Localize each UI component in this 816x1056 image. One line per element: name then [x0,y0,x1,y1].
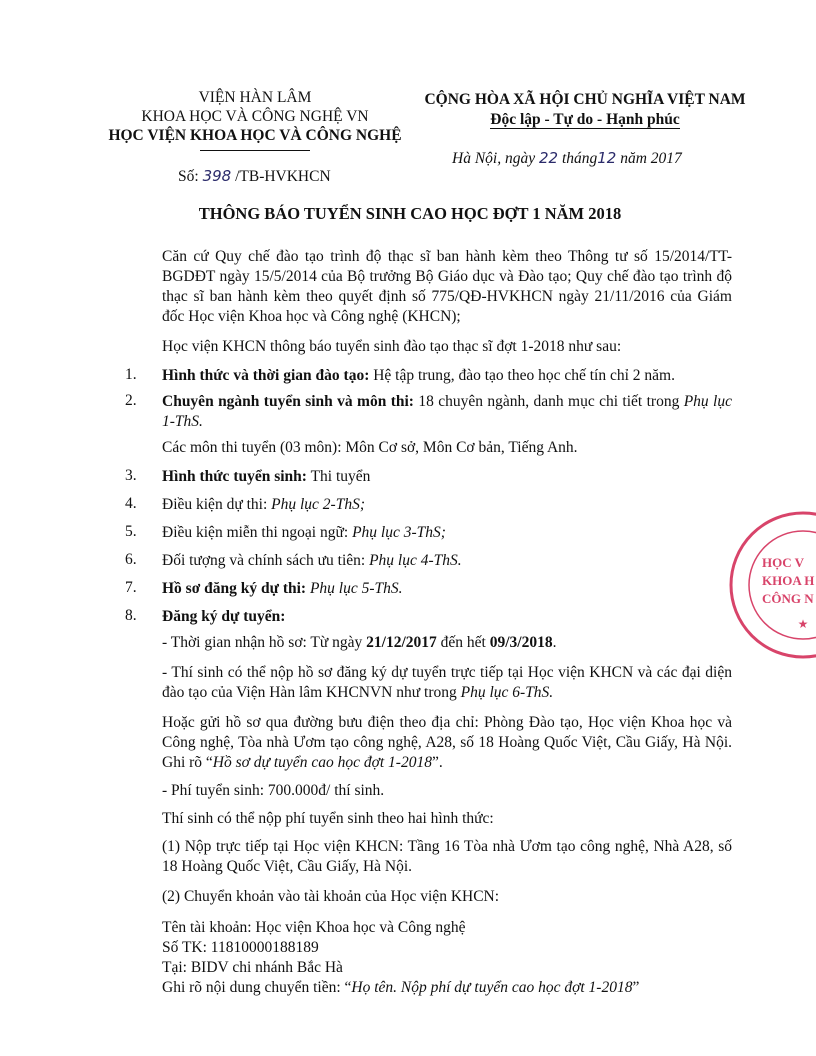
item-8-number: 8. [125,607,137,624]
item-1-number: 1. [125,366,137,383]
svg-text:★: ★ [797,617,809,631]
number-suffix: /TB-HVKHCN [235,168,331,185]
issuer-block [90,88,420,145]
date-month-label: tháng [561,150,598,167]
registration-direct: - Thí sinh có thể nộp hồ sơ đăng ký dự tuyển trực tiếp tại Học viện KHCN và các đại diện đào tạo của Viện Hàn lâm KHCNVN như trong Phụ lục 6-ThS. [162,664,732,701]
fee-method-1: (1) Nộp trực tiếp tại Học viện KHCN: Tầng 16 Tòa nhà Ươm tạo công nghệ, Nhà A28, số 18 Hoàng Quốc Việt, Cầu Giấy, Hà Nội. [162,838,732,875]
issuer-line-2: KHOA HỌC VÀ CÔNG NGHỆ VN [141,108,369,125]
item-2-exams: Các môn thi tuyển (03 môn): Môn Cơ sở, Môn Cơ bản, Tiếng Anh. [162,439,578,456]
issuer-line-1: VIỆN HÀN LÂM [198,89,312,106]
item-7-number: 7. [125,579,137,596]
date-prefix: Hà Nội, ngày [452,150,536,167]
item-3: Hình thức tuyển sinh: Thi tuyển [162,468,371,485]
item-3-number: 3. [125,467,137,484]
item-1: Hình thức và thời gian đào tạo: Hệ tập trung, đào tạo theo học chế tín chỉ 2 năm. [162,367,675,384]
issuer-underline [200,150,310,151]
item-2: Chuyên ngành tuyển sinh và môn thi: 18 chuyên ngành, danh mục chi tiết trong Phụ lục 1-ThS. [162,393,732,430]
item-6-number: 6. [125,551,137,568]
item-6: Đối tượng và chính sách ưu tiên: Phụ lục 4-ThS. [162,552,462,569]
seal-line-1: HỌC V [762,555,805,570]
item-2-number: 2. [125,392,137,409]
date-day: 22 [538,149,559,167]
date-year: năm 2017 [620,150,682,167]
number-prefix: Số: [178,168,199,185]
number-handwritten: 398 [202,167,232,185]
seal-line-3: CÔNG N [762,591,814,606]
transfer-note: Ghi rõ nội dung chuyển tiền: “Họ tên. Nộp phí dự tuyển cao học đợt 1-2018” [162,979,640,996]
issuer-line-3: HỌC VIỆN KHOA HỌC VÀ CÔNG NGHỆ [108,127,402,144]
intro-paragraph-1: Căn cứ Quy chế đào tạo trình độ thạc sĩ ban hành kèm theo Thông tư số 15/2014/TT-BGDĐT ngày 15/5/2014 của Bộ trưởng Bộ Giáo dục và Đào tạo; Quy chế đào tạo trình độ thạc sĩ ban hành kèm theo quyết định số 775/QĐ-HVKHCN ngày 21/11/2016 của Giám đốc Học viện Khoa học và Công nghệ (KHCN); [162,248,732,325]
item-5: Điều kiện miễn thi ngoại ngữ: Phụ lục 3-ThS; [162,524,446,541]
item-8: Đăng ký dự tuyển: [162,608,286,625]
issue-date [452,148,682,169]
bank-branch: Tại: BIDV chi nhánh Bắc Hà [162,959,343,976]
fee-method-2: (2) Chuyển khoản vào tài khoản của Học viện KHCN: [162,888,500,905]
item-5-number: 5. [125,523,137,540]
motto: Độc lập - Tự do - Hạnh phúc [490,111,680,128]
document-number [178,166,331,187]
fee: - Phí tuyển sinh: 700.000đ/ thí sinh. [162,782,385,799]
account-number: Số TK: 11810000188189 [162,939,319,956]
seal-line-2: KHOA H [762,573,815,588]
item-4: Điều kiện dự thi: Phụ lục 2-ThS; [162,496,365,513]
registration-post: Hoặc gửi hồ sơ qua đường bưu điện theo địa chỉ: Phòng Đào tạo, Học viện Khoa học và Công nghệ, Tòa nhà Ươm tạo công nghệ, A28, số 18 Hoàng Quốc Việt, Cầu Giấy, Hà Nội. Ghi rõ “Hồ sơ dự tuyển cao học đợt 1-2018”. [162,714,732,771]
registration-period: - Thời gian nhận hồ sơ: Từ ngày 21/12/2017 đến hết 09/3/2018. [162,634,557,651]
intro-paragraph-2: Học viện KHCN thông báo tuyển sinh đào tạo thạc sĩ đợt 1-2018 như sau: [162,338,622,355]
document-title: THÔNG BÁO TUYỂN SINH CAO HỌC ĐỢT 1 NĂM 2018 [198,204,622,223]
date-month: 12 [597,149,617,167]
account-name: Tên tài khoản: Học viện Khoa học và Công nghệ [162,919,466,936]
item-4-number: 4. [125,495,137,512]
nation-name: CỘNG HÒA XÃ HỘI CHỦ NGHĨA VIỆT NAM [424,91,746,108]
fee-methods: Thí sinh có thể nộp phí tuyển sinh theo hai hình thức: [162,810,494,827]
official-seal [728,510,816,660]
nation-block [420,90,750,130]
item-7: Hồ sơ đăng ký dự thi: Phụ lục 5-ThS. [162,580,403,597]
